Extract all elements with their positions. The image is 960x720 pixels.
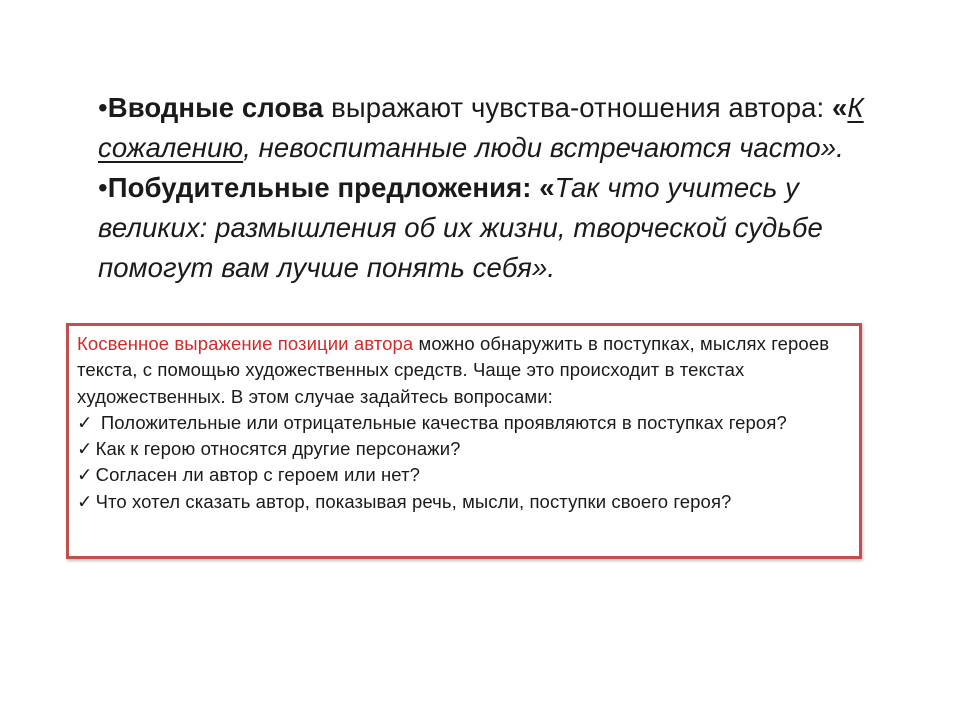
bullet-item-introductory-words — [98, 88, 878, 168]
question-item — [77, 489, 851, 515]
checkmark-icon: ✓ — [77, 438, 93, 460]
checkmark-icon: ✓ — [77, 490, 93, 512]
question-item — [77, 462, 851, 488]
question-text: Положительные или отрицательные качества проявляются в поступках героя? — [95, 411, 787, 433]
item1-open-quote: « — [831, 92, 848, 123]
term-introductory-words: Вводные слова — [107, 92, 324, 123]
main-text-block — [98, 88, 878, 288]
callout-lead-rest: можно обнаружить в поступках, мыслях героев текста, с помощью художественных средств. Чаще это происходит в текстах художественных. В этом случае задайтесь вопросами: — [77, 333, 830, 407]
callout-box — [66, 323, 862, 559]
question-item — [77, 410, 851, 436]
checkmark-icon: ✓ — [77, 411, 93, 433]
question-text: Что хотел сказать автор, показывая речь, мысли, поступки своего героя? — [95, 490, 732, 512]
item2-example: Так что учитесь у великих: размышления об их жизни, творческой судьбе помогут вам лучше понять себя». — [98, 172, 823, 283]
checkmark-icon: ✓ — [77, 464, 93, 486]
bullet-item-imperative-sentences — [98, 168, 878, 288]
bullet-icon: • — [98, 92, 108, 123]
item1-description: выражают чувства-отношения автора: — [323, 92, 832, 123]
question-item — [77, 436, 851, 462]
bullet-icon: • — [98, 172, 108, 203]
question-text: Согласен ли автор с героем или нет? — [95, 464, 421, 486]
example-underlined-phrase: К сожалению — [98, 92, 864, 163]
term-imperative-sentences: Побудительные предложения: « — [107, 172, 555, 203]
callout-text — [77, 331, 851, 515]
question-text: Как к герою относятся другие персонажи? — [95, 438, 461, 460]
item1-example-rest: , невоспитанные люди встречаются часто». — [243, 132, 844, 163]
callout-lead — [77, 331, 851, 410]
callout-lead-highlight: Косвенное выражение позиции автора — [77, 333, 414, 354]
